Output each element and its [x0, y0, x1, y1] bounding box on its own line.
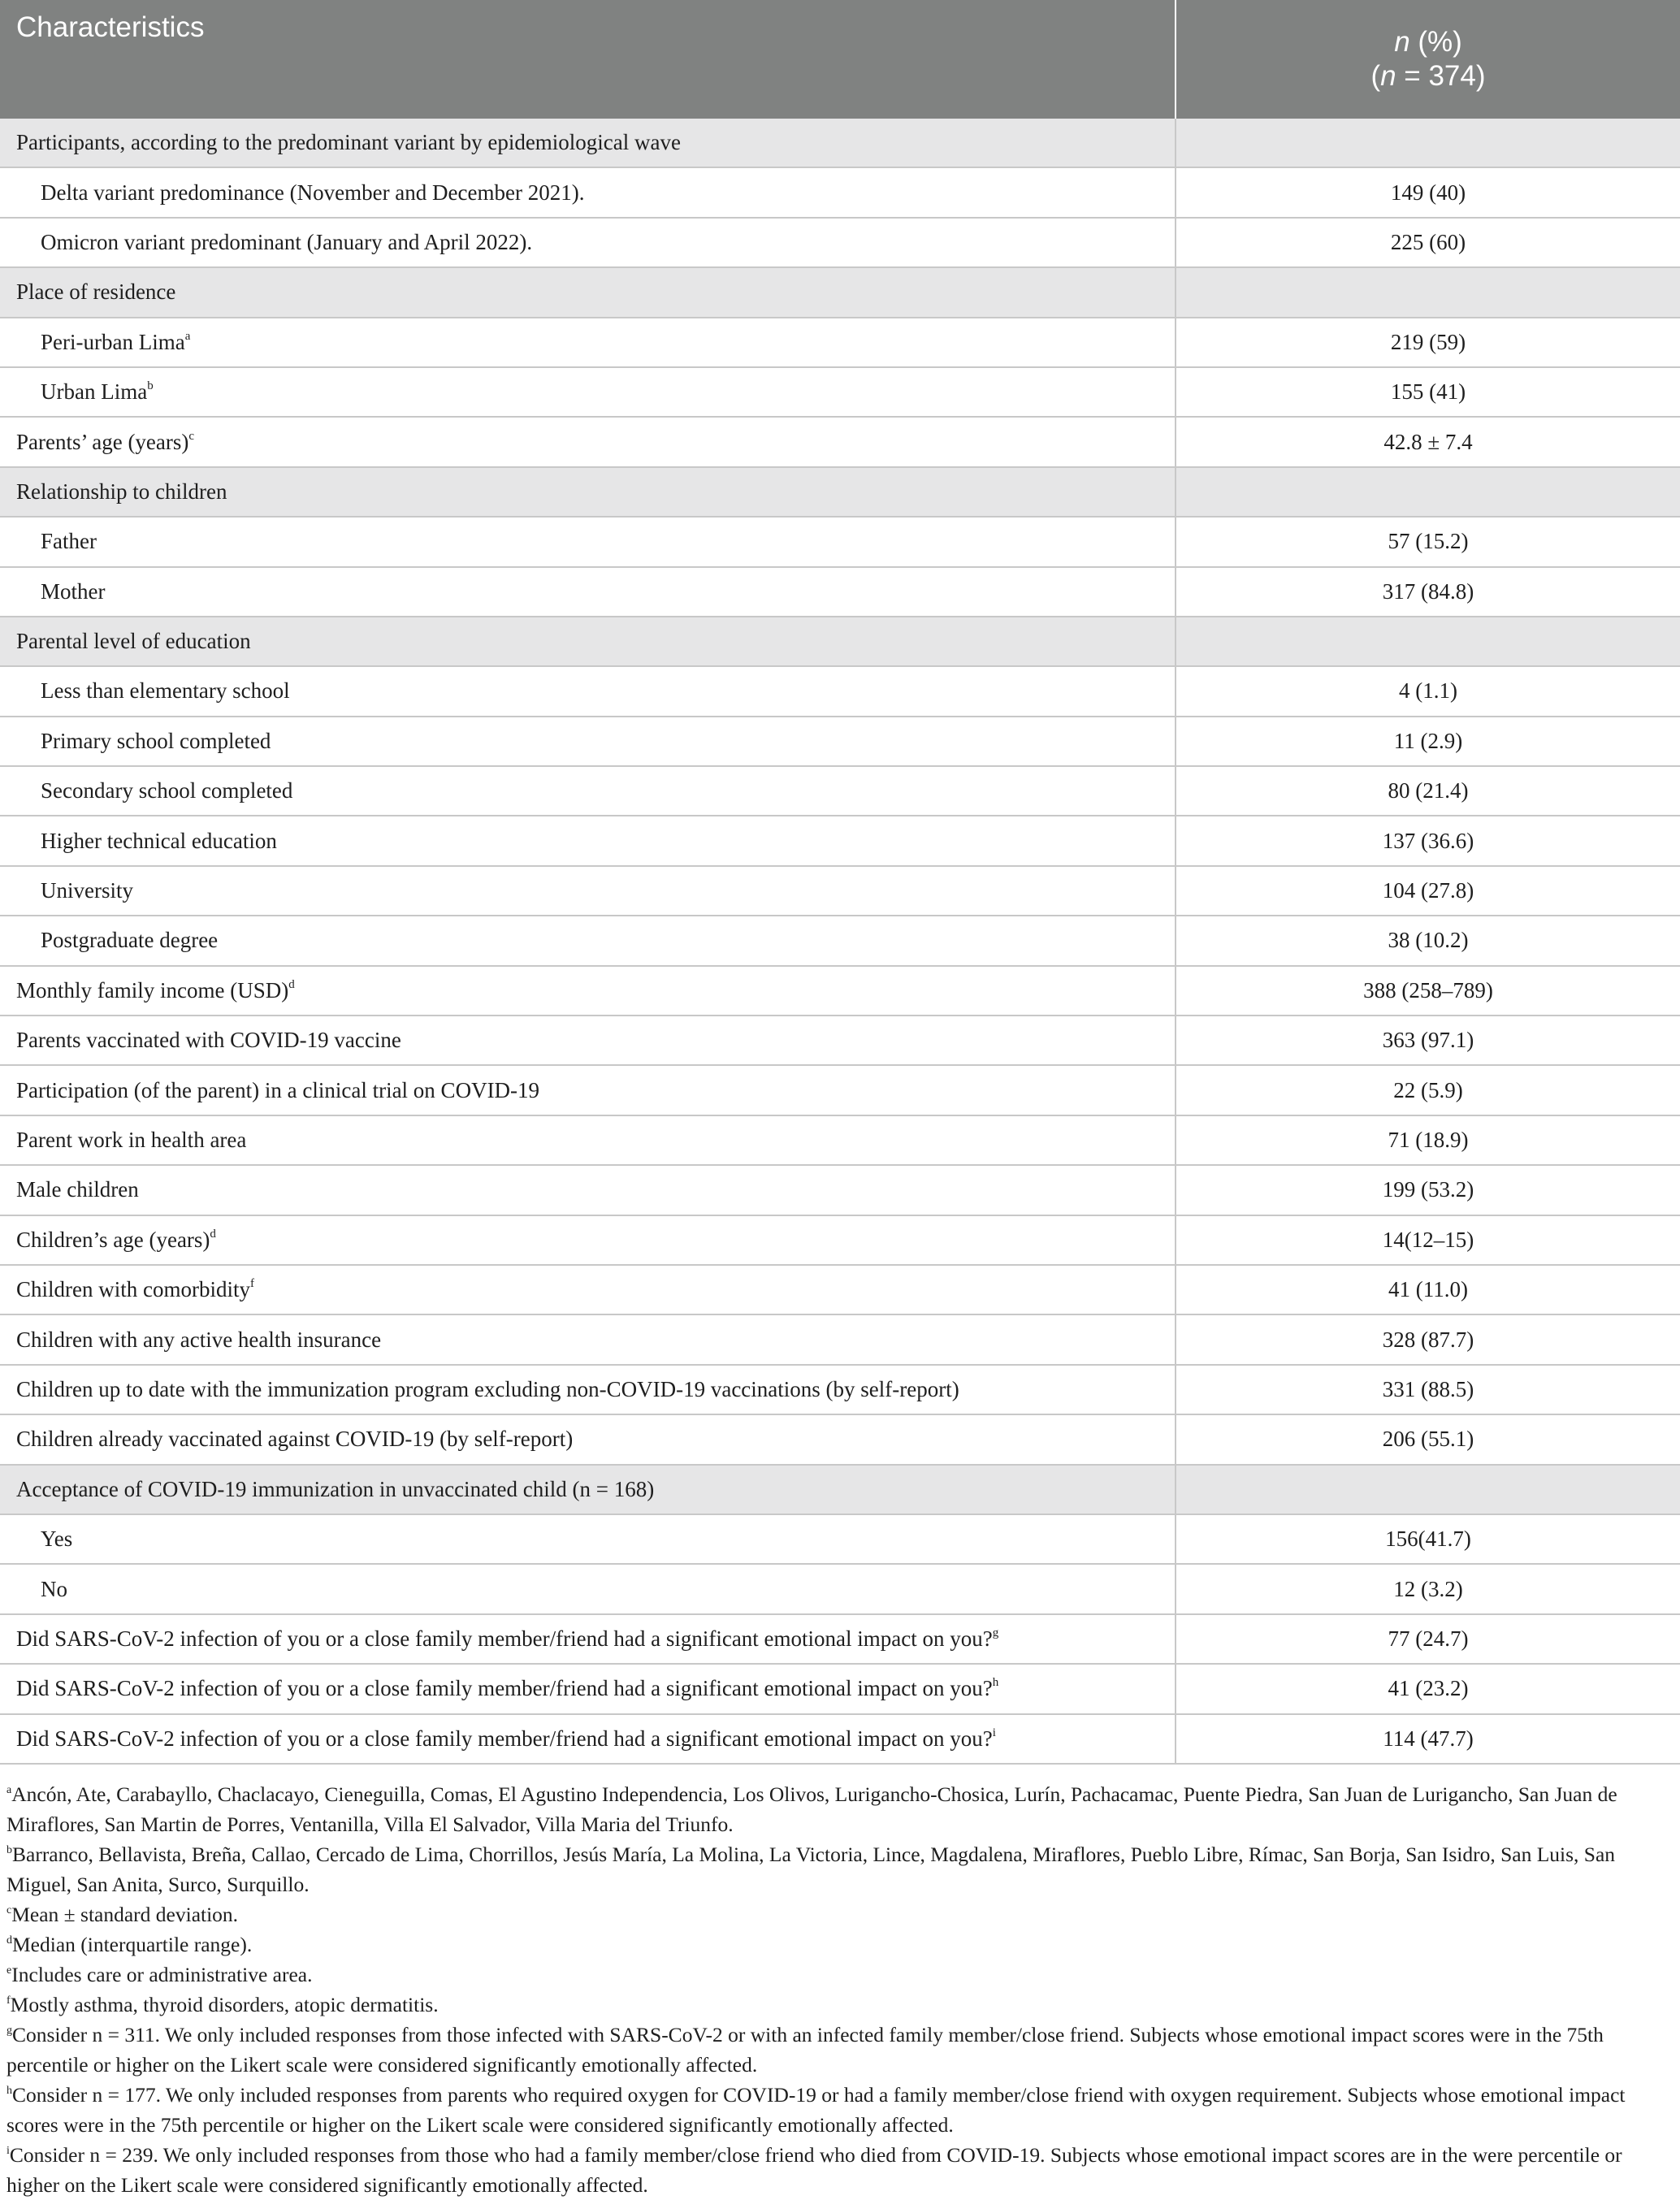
- row-label: Children up to date with the immunization program excluding non-COVID-19 vaccinations (by self-report): [16, 1376, 959, 1401]
- row-label: Less than elementary school: [41, 678, 290, 704]
- row-label-cell: [0, 417, 1176, 466]
- table-row: [0, 167, 1680, 217]
- header-percent-text: (%): [1409, 26, 1462, 58]
- table-header-row: [0, 0, 1680, 119]
- footnote-marker: f: [249, 1277, 254, 1291]
- row-label: Peri-urban Lima: [41, 329, 185, 354]
- row-value: 41 (23.2): [1176, 1664, 1680, 1713]
- row-value: 11 (2.9): [1176, 717, 1680, 766]
- row-label-cell: [0, 318, 1176, 367]
- footnote-text: Median (interquartile range).: [12, 1932, 253, 1956]
- row-label: Did SARS-CoV-2 infection of you or a close family member/friend had a significant emotional impact on you?: [16, 1626, 993, 1651]
- row-label-cell: [0, 1314, 1176, 1364]
- footnote: [6, 2080, 1677, 2140]
- footnote-marker: g: [992, 1626, 999, 1639]
- row-value: 363 (97.1): [1176, 1016, 1680, 1065]
- header-line-1: [1176, 25, 1680, 59]
- row-label: Delta variant predominance (November and December 2021).: [41, 180, 585, 205]
- row-label: Yes: [41, 1527, 73, 1552]
- footnote-text: Mostly asthma, thyroid disorders, atopic dermatitis.: [10, 1992, 439, 2016]
- footnote: [6, 1990, 1677, 2020]
- footnote: [6, 2140, 1677, 2200]
- header-characteristics: Characteristics: [0, 0, 1176, 119]
- row-label-cell: [0, 666, 1176, 716]
- header-n-percent: [1176, 0, 1680, 119]
- footnote: [6, 1839, 1677, 1899]
- row-label: Children’s age (years): [16, 1227, 210, 1252]
- row-value: 225 (60): [1176, 218, 1680, 267]
- footnote-mark: d: [6, 1934, 12, 1947]
- row-value: 22 (5.9): [1176, 1065, 1680, 1115]
- row-label: Place of residence: [16, 279, 176, 305]
- row-value: 388 (258–789): [1176, 966, 1680, 1016]
- footnote-mark: c: [6, 1903, 12, 1916]
- row-label-cell: [0, 167, 1176, 217]
- row-label-cell: [0, 766, 1176, 816]
- table-row: [0, 417, 1680, 466]
- footnote-mark: e: [6, 1964, 12, 1977]
- row-label: Parental level of education: [16, 629, 251, 654]
- row-label-cell: [0, 567, 1176, 617]
- row-label: Male children: [16, 1177, 139, 1202]
- table-row: [0, 1016, 1680, 1065]
- footnote-marker: c: [188, 429, 195, 443]
- row-label: Parents’ age (years): [16, 429, 189, 454]
- row-label: Primary school completed: [41, 728, 271, 753]
- footnote-mark: i: [6, 2144, 10, 2157]
- footnote-text: Mean ± standard deviation.: [11, 1902, 239, 1926]
- table-row: [0, 1564, 1680, 1613]
- row-value: 41 (11.0): [1176, 1265, 1680, 1314]
- footnote-mark: g: [6, 2024, 12, 2037]
- row-value: 77 (24.7): [1176, 1614, 1680, 1664]
- table-row: [0, 1215, 1680, 1265]
- header-paren-open: (: [1370, 60, 1381, 92]
- table-row: [0, 318, 1680, 367]
- row-label-cell: [0, 1614, 1176, 1664]
- row-label: Secondary school completed: [41, 778, 293, 803]
- row-label: Relationship to children: [16, 479, 227, 504]
- row-label: Participation (of the parent) in a clinical trial on COVID-19: [16, 1077, 540, 1102]
- row-label: Postgraduate degree: [41, 928, 219, 953]
- row-label-cell: [0, 866, 1176, 916]
- footnote-marker: b: [147, 379, 154, 393]
- row-label-cell: [0, 517, 1176, 566]
- table-row: [0, 916, 1680, 965]
- row-label-cell: [0, 1365, 1176, 1414]
- row-label: Children already vaccinated against COVID-19 (by self-report): [16, 1427, 574, 1452]
- footnote-text: Barranco, Bellavista, Breña, Callao, Cercado de Lima, Chorrillos, Jesús María, La Molina, La Victoria, Lince, Magdalena, Miraflores, Pueblo Libre, Rímac, San Borja, San Isidro, San Luis, San Miguel, San Anita, Surco, Surquillo.: [6, 1842, 1616, 1896]
- table-row: [0, 1514, 1680, 1564]
- row-value: 317 (84.8): [1176, 567, 1680, 617]
- table-row: [0, 816, 1680, 865]
- row-label: Did SARS-CoV-2 infection of you or a close family member/friend had a significant emotional impact on you?: [16, 1676, 993, 1701]
- row-value: [1176, 267, 1680, 317]
- footnote: [6, 1929, 1677, 1960]
- table-row: [0, 1614, 1680, 1664]
- row-label-cell: [0, 1016, 1176, 1065]
- row-label-cell: [0, 367, 1176, 417]
- row-value: 80 (21.4): [1176, 766, 1680, 816]
- row-label-cell: [0, 816, 1176, 865]
- header-n2-italic: n: [1380, 60, 1396, 92]
- section-row: [0, 267, 1680, 317]
- row-label: Omicron variant predominant (January and April 2022).: [41, 229, 533, 254]
- row-label: Higher technical education: [41, 828, 277, 853]
- row-label-cell: [0, 1414, 1176, 1464]
- row-label-cell: [0, 916, 1176, 965]
- row-label: Parents vaccinated with COVID-19 vaccine: [16, 1028, 401, 1053]
- row-value: [1176, 1465, 1680, 1514]
- row-value: 219 (59): [1176, 318, 1680, 367]
- row-value: 114 (47.7): [1176, 1714, 1680, 1764]
- table-row: [0, 517, 1680, 566]
- section-row: [0, 617, 1680, 666]
- footnote: [6, 1779, 1677, 1839]
- row-label: University: [41, 878, 133, 903]
- row-label: Parent work in health area: [16, 1128, 247, 1152]
- footnote-mark: h: [6, 2084, 12, 2097]
- row-label-cell: [0, 1564, 1176, 1613]
- footnote-mark: a: [6, 1783, 12, 1796]
- footnote-marker: h: [992, 1676, 999, 1690]
- row-value: 42.8 ± 7.4: [1176, 417, 1680, 466]
- row-value: 12 (3.2): [1176, 1564, 1680, 1613]
- table-row: [0, 666, 1680, 716]
- footnote-marker: d: [288, 977, 295, 991]
- table-row: [0, 717, 1680, 766]
- row-value: 71 (18.9): [1176, 1115, 1680, 1165]
- row-label-cell: [0, 1714, 1176, 1764]
- row-label: No: [41, 1576, 67, 1601]
- table-row: [0, 1314, 1680, 1364]
- row-value: 104 (27.8): [1176, 866, 1680, 916]
- table-row: [0, 866, 1680, 916]
- row-value: 331 (88.5): [1176, 1365, 1680, 1414]
- table-row: [0, 1265, 1680, 1314]
- row-label-cell: [0, 267, 1176, 317]
- footnote-text: Ancón, Ate, Carabayllo, Chaclacayo, Cieneguilla, Comas, El Agustino Independencia, Los Olivos, Lurigancho-Chosica, Lurín, Pachacamac, Puente Piedra, San Juan de Lurigancho, San Juan de Miraflores, San Martin de Porres, Ventanilla, Villa El Salvador, Villa Maria del Triunfo.: [6, 1782, 1617, 1836]
- row-label-cell: [0, 1215, 1176, 1265]
- row-label: Children with any active health insurance: [16, 1327, 382, 1352]
- table-row: [0, 1115, 1680, 1165]
- row-label: Children with comorbidity: [16, 1277, 250, 1302]
- row-value: 57 (15.2): [1176, 517, 1680, 566]
- footnote-marker: a: [184, 329, 191, 343]
- row-label-cell: [0, 1465, 1176, 1514]
- footnote-marker: i: [992, 1726, 996, 1739]
- section-row: [0, 1465, 1680, 1514]
- row-value: [1176, 119, 1680, 167]
- footnote-mark: f: [6, 1994, 11, 2007]
- table-row: [0, 1664, 1680, 1713]
- row-value: [1176, 617, 1680, 666]
- footnote-text: Includes care or administrative area.: [11, 1962, 313, 1986]
- row-label: Participants, according to the predominant variant by epidemiological wave: [16, 130, 681, 155]
- row-label-cell: [0, 1165, 1176, 1215]
- row-label-cell: [0, 1115, 1176, 1165]
- footnote: [6, 1960, 1677, 1990]
- row-value: 155 (41): [1176, 367, 1680, 417]
- row-label-cell: [0, 119, 1176, 167]
- row-label: Did SARS-CoV-2 infection of you or a close family member/friend had a significant emotional impact on you?: [16, 1726, 993, 1751]
- header-n-italic: n: [1394, 26, 1410, 58]
- row-label-cell: [0, 617, 1176, 666]
- table-row: [0, 966, 1680, 1016]
- footnotes: [0, 1765, 1677, 2200]
- section-row: [0, 467, 1680, 517]
- footnote-text: Consider n = 239. We only included responses from those who had a family member/close friend who died from COVID-19. Subjects whose emotional impact scores are in the were percentile or higher on the Likert scale were considered significantly emotionally affected.: [6, 2142, 1622, 2197]
- row-value: 14(12–15): [1176, 1215, 1680, 1265]
- row-label: Monthly family income (USD): [16, 977, 289, 1003]
- section-row: [0, 119, 1680, 167]
- row-label-cell: [0, 467, 1176, 517]
- row-label-cell: [0, 717, 1176, 766]
- footnote-mark: b: [6, 1843, 12, 1856]
- row-label-cell: [0, 218, 1176, 267]
- row-label: Acceptance of COVID-19 immunization in unvaccinated child (n = 168): [16, 1476, 655, 1501]
- table-row: [0, 1714, 1680, 1764]
- row-value: 206 (55.1): [1176, 1414, 1680, 1464]
- row-value: 4 (1.1): [1176, 666, 1680, 716]
- row-label-cell: [0, 1265, 1176, 1314]
- table-row: [0, 1365, 1680, 1414]
- header-total-text: = 374): [1396, 60, 1486, 92]
- row-label: Urban Lima: [41, 379, 148, 405]
- table-row: [0, 766, 1680, 816]
- footnote-text: Consider n = 177. We only included responses from parents who required oxygen for COVID-19 or had a family member/close friend with oxygen requirement. Subjects whose emotional impact scores were in the 75th percentile or higher on the Likert scale were considered significantly emotionally affected.: [6, 2082, 1626, 2137]
- row-label-cell: [0, 1065, 1176, 1115]
- table-row: [0, 1065, 1680, 1115]
- row-value: 137 (36.6): [1176, 816, 1680, 865]
- row-label: Mother: [41, 578, 106, 604]
- row-label-cell: [0, 1514, 1176, 1564]
- footnote-text: Consider n = 311. We only included responses from those infected with SARS-CoV-2 or with an infected family member/close friend. Subjects whose emotional impact scores were in the 75th percentile or higher on the Likert scale were considered significantly emotionally affected.: [6, 2022, 1604, 2077]
- footnote: [6, 2020, 1677, 2080]
- row-value: 156(41.7): [1176, 1514, 1680, 1564]
- table-row: [0, 567, 1680, 617]
- footnote-marker: d: [210, 1227, 216, 1241]
- table-row: [0, 218, 1680, 267]
- table-row: [0, 1165, 1680, 1215]
- footnote: [6, 1899, 1677, 1929]
- row-label-cell: [0, 1664, 1176, 1713]
- table-body: [0, 119, 1680, 1764]
- row-value: 38 (10.2): [1176, 916, 1680, 965]
- row-label: Father: [41, 529, 97, 554]
- row-value: 199 (53.2): [1176, 1165, 1680, 1215]
- row-value: [1176, 467, 1680, 517]
- row-value: 328 (87.7): [1176, 1314, 1680, 1364]
- header-line-2: [1176, 59, 1680, 93]
- table-row: [0, 367, 1680, 417]
- row-value: 149 (40): [1176, 167, 1680, 217]
- row-label-cell: [0, 966, 1176, 1016]
- table-row: [0, 1414, 1680, 1464]
